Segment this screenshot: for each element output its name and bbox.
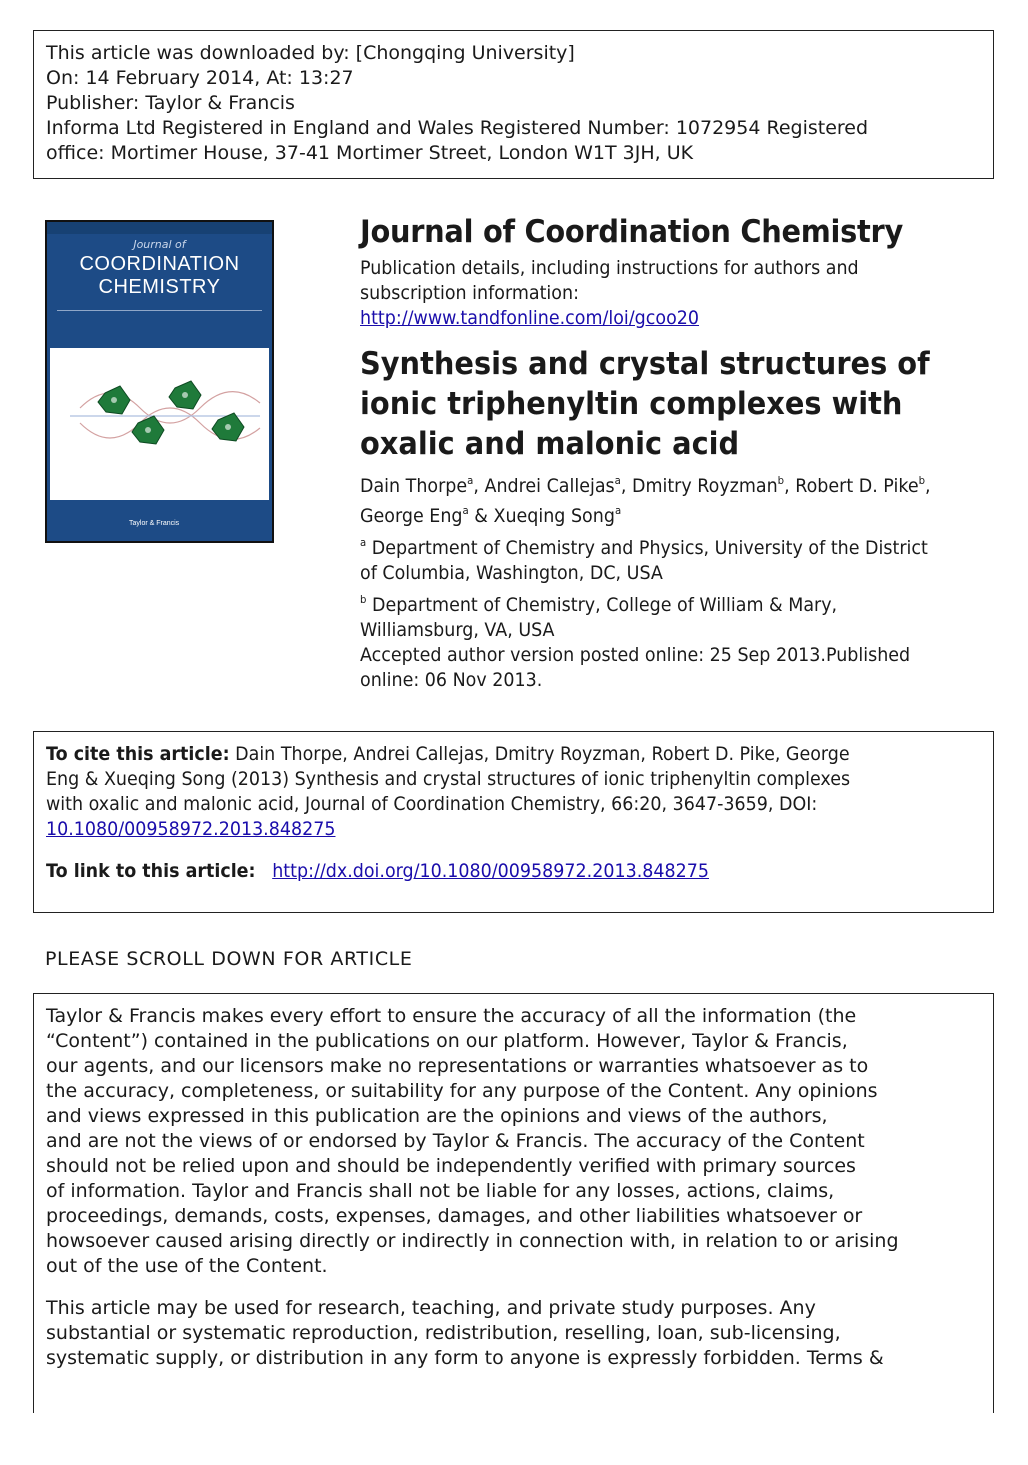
- disclaimer-line: and are not the views of or endorsed by Taylor & Francis. The accuracy of the Content: [46, 1130, 865, 1152]
- citation-line3: with oxalic and malonic acid, Journal of Coordination Chemistry, 66:20, 3647-3659, DOI:: [46, 793, 818, 815]
- accepted-date-line1: Accepted author version posted online: 25 Sep 2013.Published: [360, 644, 911, 666]
- affiliation-key: b: [360, 593, 367, 606]
- author-name: Dmitry Royzman: [631, 475, 778, 497]
- disclaimer-line: systematic supply, or distribution in any form to anyone is expressly forbidden. Terms &: [46, 1347, 884, 1369]
- cover-title-line1: COORDINATION: [79, 253, 240, 275]
- accepted-date-line2: online: 06 Nov 2013.: [360, 669, 543, 691]
- affiliation-marker: a: [467, 474, 474, 487]
- affiliation-marker: a: [614, 474, 621, 487]
- download-info-box: [33, 30, 994, 179]
- article-title: Synthesis and crystal structures of ionic triphenyltin complexes with oxalic and malonic acid: [360, 346, 930, 462]
- download-line: office: Mortimer House, 37-41 Mortimer Street, London W1T 3JH, UK: [46, 142, 694, 164]
- crystal-structure-graphic: [50, 348, 269, 500]
- author-name: Dain Thorpe: [360, 475, 468, 497]
- disclaimer-line: Taylor & Francis makes every effort to ensure the accuracy of all the information (the: [46, 1005, 857, 1027]
- affiliation-a-line1: [360, 536, 928, 561]
- link-label: To link to this article:: [46, 860, 256, 882]
- scroll-down-note: PLEASE SCROLL DOWN FOR ARTICLE: [45, 948, 413, 970]
- doi-link[interactable]: 10.1080/00958972.2013.848275: [46, 818, 336, 840]
- link-line: [46, 859, 906, 884]
- cover-editor-band: [57, 310, 262, 324]
- disclaimer-line: “Content”) contained in the publications on our platform. However, Taylor & Francis,: [46, 1030, 848, 1052]
- authors-line2: George Eng$^a$ & Xueqing Song$^a$: [360, 504, 622, 527]
- affiliation-b-line2: Williamsburg, VA, USA: [360, 619, 555, 641]
- disclaimer-line: our agents, and our licensors make no representations or warranties whatsoever as to: [46, 1055, 869, 1077]
- author-name: George Eng: [360, 505, 463, 527]
- article-doi-url-link[interactable]: http://dx.doi.org/10.1080/00958972.2013.848275: [272, 860, 709, 882]
- disclaimer-line: substantial or systematic reproduction, redistribution, reselling, loan, sub-licensing,: [46, 1322, 841, 1344]
- citation-line1: [46, 742, 906, 767]
- author-name: Xueqing Song: [493, 505, 615, 527]
- disclaimer-line: howsoever caused arising directly or indirectly in connection with, in relation to or arising: [46, 1230, 899, 1252]
- journal-title: Journal of Coordination Chemistry: [360, 214, 903, 250]
- disclaimer-line: This article may be used for research, teaching, and private study purposes. Any: [46, 1297, 816, 1319]
- disclaimer-line: out of the use of the Content.: [46, 1255, 328, 1277]
- authors-line1: Dain Thorpe$^a$, Andrei Callejas$^a$, Dmitry Royzman$^b$, Robert D. Pike$^b$,: [360, 474, 931, 497]
- author-name: Andrei Callejas: [484, 475, 615, 497]
- cover-top-strip: [47, 222, 272, 234]
- citation-line2: Eng & Xueqing Song (2013) Synthesis and crystal structures of ionic triphenyltin complexes: [46, 768, 851, 790]
- cover-journal-of: Journal of: [133, 238, 186, 251]
- publication-details-line1: Publication details, including instructions for authors and: [360, 257, 859, 279]
- download-line: On: 14 February 2014, At: 13:27: [46, 67, 354, 89]
- disclaimer-line: and views expressed in this publication are the opinions and views of the authors,: [46, 1105, 828, 1127]
- disclaimer-line: should not be relied upon and should be independently verified with primary sources: [46, 1155, 856, 1177]
- affiliation-marker: a: [614, 504, 622, 517]
- affiliation-text: Department of Chemistry and Physics, University of the District: [366, 537, 928, 559]
- citation-box: [33, 731, 994, 913]
- author-name: Robert D. Pike: [795, 475, 919, 497]
- cover-title-line2: CHEMISTRY: [98, 276, 221, 298]
- publication-details-line2: subscription information:: [360, 282, 579, 304]
- affiliation-b-line1: [360, 593, 837, 618]
- affiliation-a-line2: of Columbia, Washington, DC, USA: [360, 562, 663, 584]
- download-line: This article was downloaded by: [Chongqing University]: [46, 42, 575, 64]
- download-line: Informa Ltd Registered in England and Wales Registered Number: 1072954 Registered: [46, 117, 869, 139]
- journal-cover-image: [45, 220, 274, 543]
- cite-label: To cite this article:: [46, 743, 230, 765]
- disclaimer-line: proceedings, demands, costs, expenses, damages, and other liabilities whatsoever or: [46, 1205, 863, 1227]
- affiliation-marker: b: [918, 474, 926, 487]
- affiliation-key: a: [360, 536, 367, 549]
- cover-publisher-logo: Taylor & Francis: [129, 520, 180, 527]
- cover-footer: [47, 501, 272, 541]
- affiliation-marker: b: [777, 474, 785, 487]
- cover-crystal-illustration: [50, 348, 269, 500]
- disclaimer-box: [33, 993, 994, 1413]
- download-line: Publisher: Taylor & Francis: [46, 92, 295, 114]
- citation-text: Dain Thorpe, Andrei Callejas, Dmitry Royzman, Robert D. Pike, George: [229, 743, 850, 765]
- disclaimer-line: the accuracy, completeness, or suitability for any purpose of the Content. Any opinions: [46, 1080, 878, 1102]
- journal-url-link[interactable]: http://www.tandfonline.com/loi/gcoo20: [360, 307, 700, 329]
- disclaimer-line: of information. Taylor and Francis shall not be liable for any losses, actions, claims,: [46, 1180, 835, 1202]
- affiliation-marker: a: [462, 504, 469, 517]
- affiliation-text: Department of Chemistry, College of William & Mary,: [366, 594, 838, 616]
